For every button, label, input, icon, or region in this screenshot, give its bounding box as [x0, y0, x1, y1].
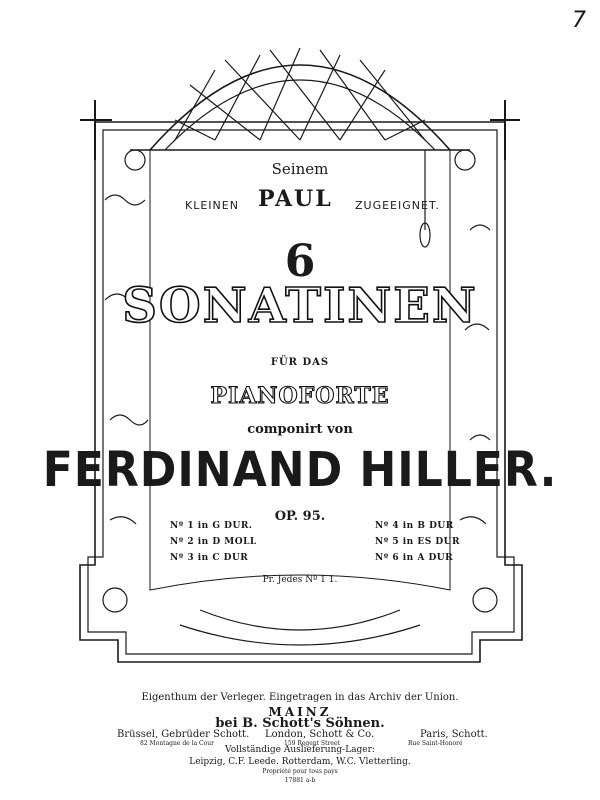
composed-by: componirt von [247, 422, 353, 437]
composer-name: FERDINAND HILLER. [42, 442, 558, 498]
dedication-left: KLEINEN [185, 199, 239, 212]
contents-item: Nº 4 in B DUR [375, 521, 454, 531]
publisher-branch-left-address: 82 Montagne de la Cour [140, 740, 214, 747]
contents-item: Nº 1 in G DUR. [170, 521, 253, 531]
opus-number: OP. 95. [274, 509, 326, 524]
publisher-eigenthum: Eigenthum der Verleger. Eingetragen in das Archiv der Union. [141, 692, 459, 703]
publisher-branch-right: Paris, Schott. [420, 729, 488, 740]
contents-item: Nº 3 in C DUR [170, 553, 249, 563]
title-number: 6 [284, 236, 316, 287]
contents-item: Nº 5 in ES DUR [375, 537, 460, 547]
publisher-rights: Propriété pour tous pays [262, 768, 338, 775]
publisher-branch-left: Brüssel, Gebrüder Schott. [117, 729, 250, 740]
publisher-leipzig: Leipzig, C.F. Leede. Rotterdam, W.C. Vletterling. [189, 757, 411, 767]
publisher-branch-mid-address: 159 Regent Street [284, 740, 340, 747]
title-word: SONATINEN [122, 278, 478, 334]
publisher-branch-right-address: Rue Saint-Honoré [408, 740, 463, 747]
dedication-seinem: Seinem [271, 160, 329, 178]
price-line: Pr. Jedes Nº 1 1. [262, 575, 338, 585]
title-fuer: FÜR DAS [270, 357, 330, 368]
contents-item: Nº 6 in A DUR [375, 553, 454, 563]
dedication-right: ZUGEEIGNET. [355, 199, 440, 212]
title-instrument: PIANOFORTE [210, 383, 390, 409]
dedication-name: PAUL [258, 186, 333, 212]
plate-number: 17881 a-b [284, 777, 316, 784]
publisher-branch-mid: London, Schott & Co. [265, 729, 375, 740]
contents-item: Nº 2 in D MOLL [170, 537, 257, 547]
publisher-city: MAINZ [268, 705, 332, 719]
publisher-firm: bei B. Schott's Söhnen. [215, 716, 385, 731]
page-number: 7 [572, 8, 586, 33]
publisher-auslieferung: Vollständige Auslieferung-Lager: [225, 745, 375, 755]
